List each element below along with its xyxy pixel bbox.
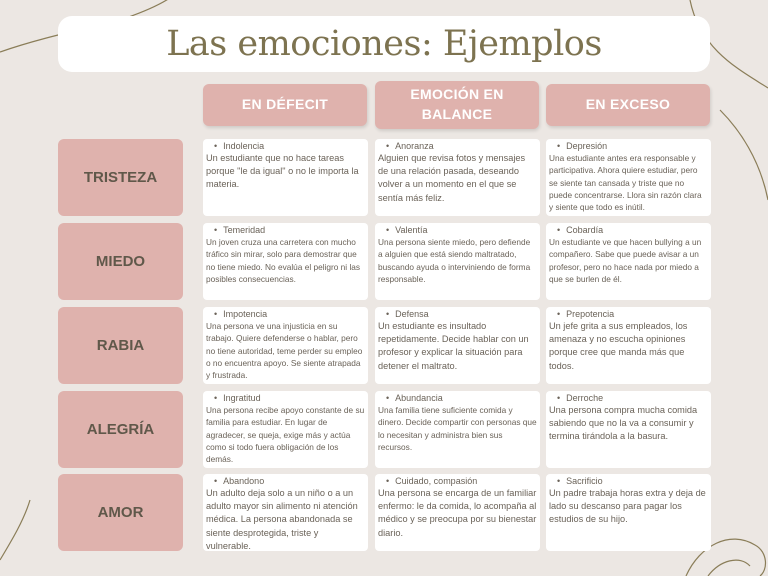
cell-description: Un jefe grita a sus empleados, los amenaza y no escucha opiniones porque cree que manda más que todos. [549, 321, 688, 371]
cell-description: Un estudiante ve que hacen bullying a un compañero. Sabe que puede avisar a un profesor, pero no hace nada por miedo a que se burlen de él. [549, 237, 702, 284]
title-banner [58, 16, 710, 72]
cell-description: Una persona compra mucha comida sabiendo que no la va a consumir y termina tirándola a la basura. [549, 405, 698, 442]
cell-label: • Indolencia [206, 141, 365, 152]
cell-description: Alguien que revisa fotos y mensajes de una relación pasada, deseando volver a un momento en el que se sentía más feliz. [378, 153, 526, 203]
example-cell [203, 391, 368, 468]
cell-description: Una familia tiene suficiente comida y dinero. Decide compartir con personas que lo necesitan y administra bien sus recursos. [378, 405, 537, 452]
cell-description: Un estudiante es insultado repetidamente. Decide hablar con un profesor y explicar la situación para detener el maltrato. [378, 321, 529, 371]
example-cell [203, 223, 368, 300]
example-cell [375, 307, 540, 384]
cell-label: • Prepotencia [549, 309, 708, 320]
example-cell [546, 223, 711, 300]
cell-description: Un estudiante que no hace tareas porque "le da igual" o no le importa la materia. [206, 153, 359, 190]
cell-label: • Derroche [549, 393, 708, 404]
cell-label: • Temeridad [206, 225, 365, 236]
example-cell [203, 307, 368, 384]
example-cell [375, 139, 540, 216]
example-cell [203, 474, 368, 551]
column-header-deficit: EN DÉFECIT [203, 84, 367, 126]
example-cell [546, 391, 711, 468]
example-cell [375, 223, 540, 300]
cell-description: Una persona recibe apoyo constante de su familia para estudiar. En lugar de agradecer, se queja, exige más y actúa como si todo fuera obligación de los demás. [206, 405, 365, 465]
example-cell [375, 474, 540, 551]
cell-label: • Ingratitud [206, 393, 365, 404]
cell-label: • Anoranza [378, 141, 537, 152]
cell-description: Una persona siente miedo, pero defiende a alguien que está siendo maltratado, buscando ayuda o interviniendo de forma responsable. [378, 237, 531, 284]
cell-label: • Impotencia [206, 309, 365, 320]
cell-label: • Depresión [549, 141, 708, 152]
row-header-0: TRISTEZA [58, 139, 183, 216]
column-header-excess: EN EXCESO [546, 84, 710, 126]
example-cell [203, 139, 368, 216]
cell-label: • Cobardía [549, 225, 708, 236]
cell-label: • Defensa [378, 309, 537, 320]
example-cell [546, 307, 711, 384]
cell-description: Una estudiante antes era responsable y participativa. Ahora quiere estudiar, pero se siente tan cansada y triste que no puede concentrarse. Llora sin razón clara y siente que todo es inútil. [549, 153, 702, 213]
row-header-4: AMOR [58, 474, 183, 551]
cell-description: Un adulto deja solo a un niño o a un adulto mayor sin alimento ni atención médica. La persona abandonada se siente desprotegida, triste y vulnerable. [206, 488, 358, 551]
cell-description: Un padre trabaja horas extra y deja de lado su descanso para pagar los estudios de su hijo. [549, 488, 706, 525]
example-cell [546, 139, 711, 216]
row-header-1: MIEDO [58, 223, 183, 300]
cell-description: Una persona ve una injusticia en su trabajo. Quiere defenderse o hablar, pero no tiene autoridad, teme perder su empleo o no encuentra apoyo. Se siente atrapada y frustrada. [206, 321, 363, 381]
cell-label: • Valentía [378, 225, 537, 236]
cell-label: • Cuidado, compasión [378, 476, 537, 487]
cell-label: • Sacrificio [549, 476, 708, 487]
row-header-3: ALEGRÍA [58, 391, 183, 468]
column-header-balance: EMOCIÓN EN BALANCE [375, 81, 539, 129]
example-cell [546, 474, 711, 551]
row-header-2: RABIA [58, 307, 183, 384]
page-title: Las emociones: Ejemplos [166, 24, 602, 64]
cell-description: Una persona se encarga de un familiar enfermo: le da comida, lo acompaña al médico y se preocupa por su bienestar diario. [378, 488, 537, 538]
cell-label: • Abandono [206, 476, 365, 487]
cell-description: Un joven cruza una carretera con mucho tráfico sin mirar, solo para demostrar que no tiene miedo. No evalúa el peligro ni las posibles consecuencias. [206, 237, 361, 284]
example-cell [375, 391, 540, 468]
cell-label: • Abundancia [378, 393, 537, 404]
